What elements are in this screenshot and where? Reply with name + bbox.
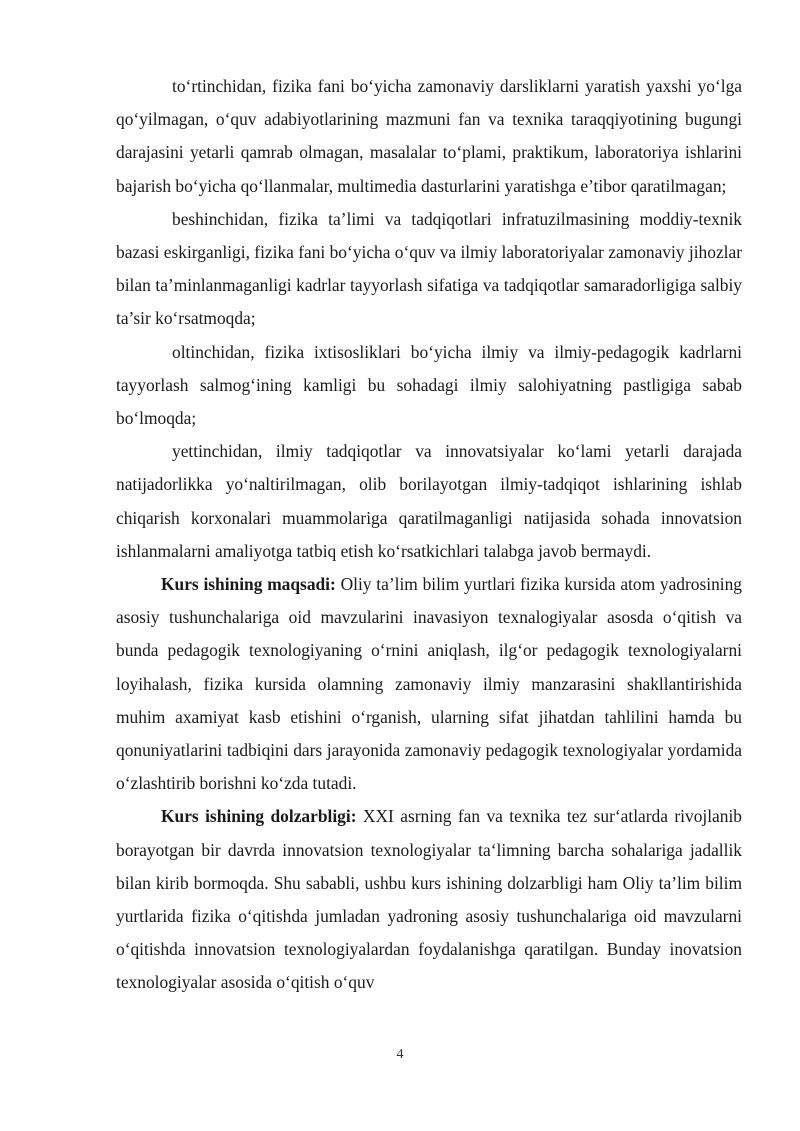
paragraph-course-goal bbox=[116, 568, 742, 800]
paragraph-seventhly bbox=[116, 435, 742, 568]
document-page bbox=[116, 70, 742, 1000]
paragraph-text: XXI asrning fan va texnika tez sur‘atlarda rivojlanib borayotgan bir davrda innovatsion texnologiyalar ta‘limning barcha sohalariga jadallik bilan kirib bormoqda. Shu sababli, ushbu kurs ishining dolzarbligi ham Oliy ta’lim bilim yurtlarida fizika o‘qitishda jumladan yadroning asosiy tushunchalariga oid mavzularni o‘qitishda innovatsion texnologiyalardan foydalanishga qaratilgan. Bunday inovatsion texnologiyalar asosida o‘qitish o‘quv bbox=[116, 806, 742, 993]
paragraph-heading: Kurs ishining dolzarbligi: bbox=[161, 806, 357, 827]
paragraph-text: beshinchidan, fizika ta’limi va tadqiqotlari infratuzilmasining moddiy-texnik bazasi eskirganligi, fizika fani bo‘yicha o‘quv va ilmiy laboratoriyalar zamonaviy jihozlar bilan ta’minlanmaganligi kadrlar tayyorlash sifatiga va tadqiqotlar samaradorligiga salbiy ta’sir ko‘rsatmoqda; bbox=[116, 208, 743, 329]
paragraph-text: to‘rtinchidan, fizika fani bo‘yicha zamonaviy darsliklarni yaratish yaxshi yo‘lga qo‘yilmagan, o‘quv adabiyotlarining mazmuni fan va texnika taraqqiyotining bugungi darajasini yetarli qamrab olmagan, masalalar to‘plami, praktikum, laboratoriya ishlarini bajarish bo‘yicha qo‘llanmalar, multimedia dasturlarini yaratishga e’tibor qaratilmagan; bbox=[116, 76, 742, 196]
paragraph-sixthly bbox=[116, 336, 742, 436]
paragraph-text: yettinchidan, ilmiy tadqiqotlar va innovatsiyalar ko‘lami yetarli darajada natijadorlikka yo‘naltirilmagan, olib borilayotgan ilmiy-tadqiqot ishlarining ishlab chiqarish korxonalari muammolariga qaratilmaganligi natijasida sohada innovatsion ishlanmalarni amaliyotga tatbiq etish ko‘rsatkichlari talabga javob bermaydi. bbox=[116, 441, 742, 561]
paragraph-course-relevance bbox=[116, 800, 742, 999]
paragraph-fifthly bbox=[116, 203, 742, 336]
paragraph-text: Oliy ta’lim bilim yurtlari fizika kursida atom yadrosining asosiy tushunchalariga oid mavzularini inavasiyon texnalogiyalar asosda o‘qitish va bunda pedagogik texnologiyaning o‘rnini aniqlash, ilg‘or pedagogik texnologiyalarni loyihalash, fizika kursida olamning zamonaviy ilmiy manzarasini shakllantirishida muhim axamiyat kasb etishini o‘rganish, ularning sifat jihatdan tahlilini hamda bu qonuniyatlarini tadbiqini dars jarayonida zamonaviy pedagogik texnologiyalar yordamida o‘zlashtirib borishni ko‘zda tutadi. bbox=[116, 574, 742, 794]
paragraph-heading: Kurs ishining maqsadi: bbox=[161, 574, 336, 595]
paragraph-text: oltinchidan, fizika ixtisosliklari bo‘yicha ilmiy va ilmiy-pedagogik kadrlarni tayyorlash salmog‘ining kamligi bu sohadagi ilmiy salohiyatning pastligiga sabab bo‘lmoqda; bbox=[116, 341, 742, 429]
page-number: 4 bbox=[396, 1047, 404, 1062]
paragraph-fourthly bbox=[116, 70, 742, 203]
